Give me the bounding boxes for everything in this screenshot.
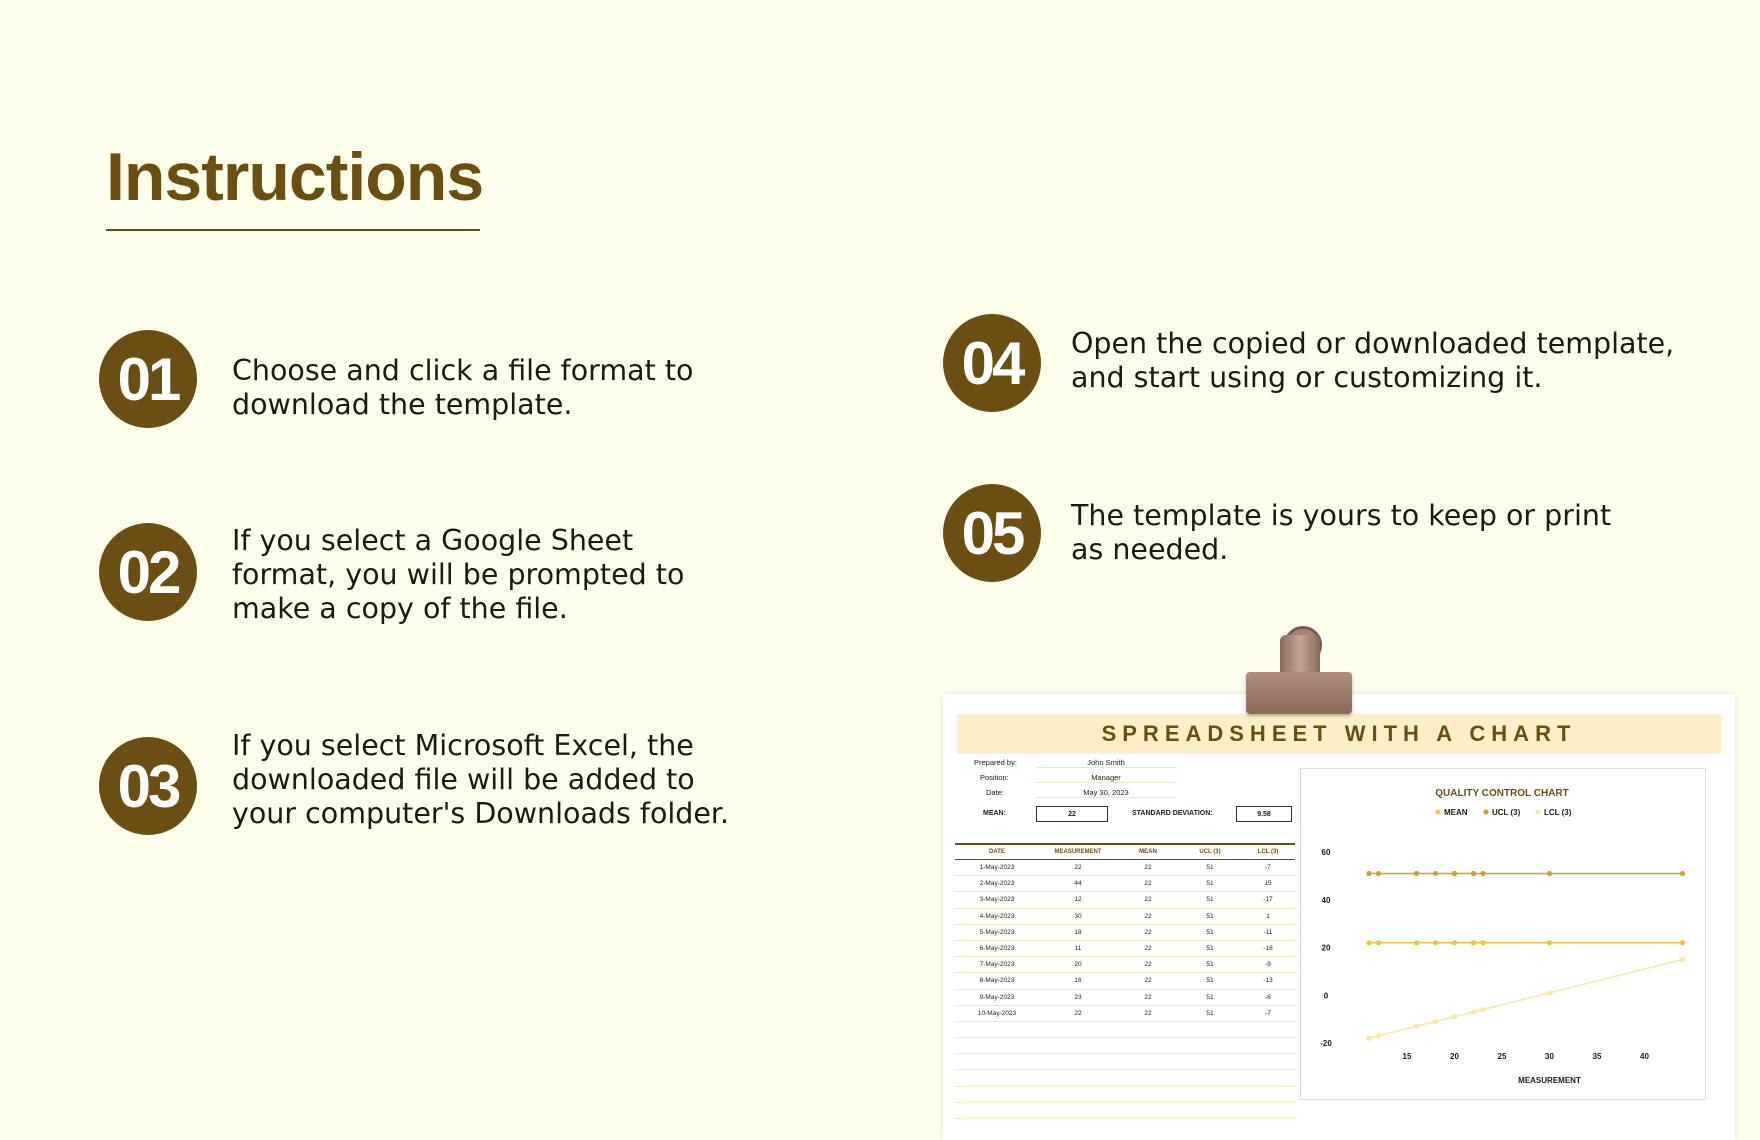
step-text: Open the copied or downloaded template, and start using or customizing it. (1071, 327, 1675, 394)
legend-marker (1484, 810, 1489, 815)
legend-label: MEAN (1444, 808, 1468, 817)
y-tick-label: 20 (1321, 943, 1331, 953)
sheet-title: SPREADSHEET WITH A CHART (1101, 721, 1577, 746)
x-tick-label: 15 (1402, 1052, 1412, 1061)
table-cell: -18 (1263, 945, 1273, 953)
table-cell: 22 (1074, 864, 1082, 872)
table-cell: -7 (1265, 864, 1271, 872)
table-cell: 5-May-2023 (979, 928, 1015, 936)
step-number: 05 (943, 484, 1041, 582)
quality-control-chart (1300, 768, 1704, 1098)
table-row (955, 973, 1295, 989)
info-position-label: Position: (980, 773, 1009, 782)
table-cell: -9 (1265, 961, 1271, 969)
table-cell: 3-May-2023 (979, 896, 1015, 904)
table-cell: 30 (1074, 912, 1082, 920)
table-cell: 8-May-2023 (979, 977, 1015, 985)
table-cell: 22 (1144, 912, 1152, 920)
legend-marker (1436, 810, 1441, 815)
step-number: 02 (99, 523, 197, 621)
data-point (1433, 940, 1438, 945)
table-cell: 15 (1264, 880, 1272, 888)
data-point (1366, 871, 1371, 876)
table-cell: 2-May-2023 (979, 880, 1015, 888)
table-row (955, 1006, 1295, 1022)
data-point (1414, 940, 1419, 945)
table-cell: 12 (1074, 896, 1082, 904)
std-label: STANDARD DEVIATION: (1132, 810, 1213, 817)
y-tick-label: 0 (1323, 991, 1329, 1001)
y-tick-label: -20 (1320, 1039, 1332, 1048)
mean-value-box: 22 (1036, 806, 1108, 822)
data-point (1680, 871, 1685, 876)
table-cell: 22 (1144, 945, 1152, 953)
data-point (1471, 1009, 1476, 1014)
x-tick-label: 35 (1592, 1052, 1602, 1061)
table-cell: 22 (1144, 993, 1152, 1001)
table-cell: 10-May-2023 (977, 1009, 1017, 1017)
table-row (955, 925, 1295, 941)
table-cell: 11 (1074, 945, 1082, 953)
data-point (1471, 940, 1476, 945)
data-point (1480, 871, 1485, 876)
info-prepared-by: John Smith (1036, 758, 1176, 768)
table-cell: 51 (1206, 896, 1214, 904)
table-cell: -7 (1265, 1009, 1271, 1017)
table-cell: 16 (1074, 977, 1082, 985)
table-cell: 7-May-2023 (979, 961, 1015, 969)
table-row (955, 892, 1295, 908)
table-cell: 6-May-2023 (979, 945, 1015, 953)
step-text: The template is yours to keep or print as needed. (1071, 499, 1612, 566)
legend-label: UCL (3) (1492, 808, 1521, 817)
data-point (1452, 1014, 1457, 1019)
table-cell: -6 (1265, 993, 1271, 1001)
step-number: 04 (943, 314, 1041, 412)
table-cell: 22 (1144, 864, 1152, 872)
table-cell: 23 (1074, 993, 1082, 1001)
step-text: If you select a Google Sheet format, you will be prompted to make a copy of the file. (232, 524, 685, 625)
step-number: 01 (99, 330, 197, 428)
mean-label: MEAN: (983, 810, 1006, 817)
empty-table-row (955, 1103, 1295, 1119)
empty-table-row (955, 1038, 1295, 1054)
table-cell: 22 (1074, 1009, 1082, 1017)
table-cell: 51 (1206, 880, 1214, 888)
table-cell: 20 (1074, 961, 1082, 969)
step-text: If you select Microsoft Excel, the downloaded file will be added to your computer's Downloads folder. (232, 729, 730, 830)
legend-marker (1536, 810, 1541, 815)
empty-table-row (955, 1022, 1295, 1038)
data-point (1376, 940, 1381, 945)
data-point (1480, 940, 1485, 945)
data-point (1480, 1007, 1485, 1012)
data-point (1366, 940, 1371, 945)
step-text: Choose and click a file format to download the template. (232, 354, 694, 421)
data-point (1433, 1019, 1438, 1024)
data-point (1547, 940, 1552, 945)
table-row (955, 941, 1295, 957)
table-row (955, 876, 1295, 892)
x-tick-label: 40 (1640, 1052, 1649, 1061)
data-point (1433, 871, 1438, 876)
table-row (955, 957, 1295, 973)
table-cell: 51 (1206, 1009, 1214, 1017)
info-date: May 30, 2023 (1036, 788, 1176, 798)
data-point (1471, 871, 1476, 876)
header-lcl: LCL (3) (1257, 849, 1279, 855)
table-cell: 22 (1144, 961, 1152, 969)
header-measurement: MEASUREMENT (1054, 849, 1102, 855)
table-cell: 51 (1206, 912, 1214, 920)
data-point (1366, 1036, 1371, 1041)
std-value-box: 9.58 (1236, 806, 1292, 822)
table-cell: 22 (1144, 1009, 1152, 1017)
x-tick-label: 20 (1450, 1052, 1459, 1061)
legend-label: LCL (3) (1544, 808, 1572, 817)
data-point (1452, 940, 1457, 945)
title-underline (106, 229, 480, 231)
info-date-label: Date: (986, 788, 1004, 797)
table-cell: 51 (1206, 961, 1214, 969)
x-axis-label: MEASUREMENT (1518, 1076, 1581, 1085)
table-cell: -13 (1263, 977, 1273, 985)
chart-title: QUALITY CONTROL CHART (1435, 788, 1569, 799)
table-cell: -11 (1263, 928, 1273, 936)
table-row (955, 990, 1295, 1006)
table-header (955, 843, 1295, 860)
table-cell: 51 (1206, 993, 1214, 1001)
data-point (1547, 871, 1552, 876)
y-tick-label: 60 (1321, 848, 1331, 857)
y-tick-label: 40 (1321, 895, 1331, 905)
data-point (1452, 871, 1457, 876)
table-cell: 51 (1206, 928, 1214, 936)
table-cell: 51 (1206, 864, 1214, 872)
table-cell: 51 (1206, 977, 1214, 985)
info-position: Manager (1036, 773, 1176, 783)
data-table (955, 843, 1295, 1119)
data-point (1376, 1033, 1381, 1038)
empty-table-row (955, 1054, 1295, 1070)
data-point (1414, 1024, 1419, 1029)
table-cell: 1 (1266, 912, 1270, 920)
empty-table-row (955, 1070, 1295, 1086)
table-cell: -17 (1263, 896, 1273, 904)
header-date: DATE (989, 849, 1005, 855)
table-cell: 1-May-2023 (979, 864, 1015, 872)
table-cell: 22 (1144, 928, 1152, 936)
x-tick-label: 25 (1497, 1052, 1507, 1061)
header-mean: MEAN (1139, 849, 1157, 855)
step-number: 03 (99, 737, 197, 835)
table-cell: 9-May-2023 (979, 993, 1015, 1001)
table-cell: 44 (1074, 880, 1082, 888)
clip-body (1246, 672, 1352, 714)
data-point (1376, 871, 1381, 876)
table-cell: 22 (1144, 977, 1152, 985)
empty-table-row (955, 1087, 1295, 1103)
page-title: Instructions (106, 139, 484, 215)
table-cell: 22 (1144, 896, 1152, 904)
table-row (955, 860, 1295, 876)
table-cell: 4-May-2023 (979, 912, 1015, 920)
info-prepared-by-label: Prepared by: (974, 758, 1017, 767)
x-tick-label: 30 (1545, 1052, 1554, 1061)
table-cell: 51 (1206, 945, 1214, 953)
data-point (1547, 990, 1552, 995)
header-ucl: UCL (3) (1199, 849, 1221, 855)
data-point (1680, 957, 1685, 962)
table-cell: 18 (1074, 928, 1082, 936)
table-cell: 22 (1144, 880, 1152, 888)
data-point (1680, 940, 1685, 945)
table-row (955, 909, 1295, 925)
data-point (1414, 871, 1419, 876)
